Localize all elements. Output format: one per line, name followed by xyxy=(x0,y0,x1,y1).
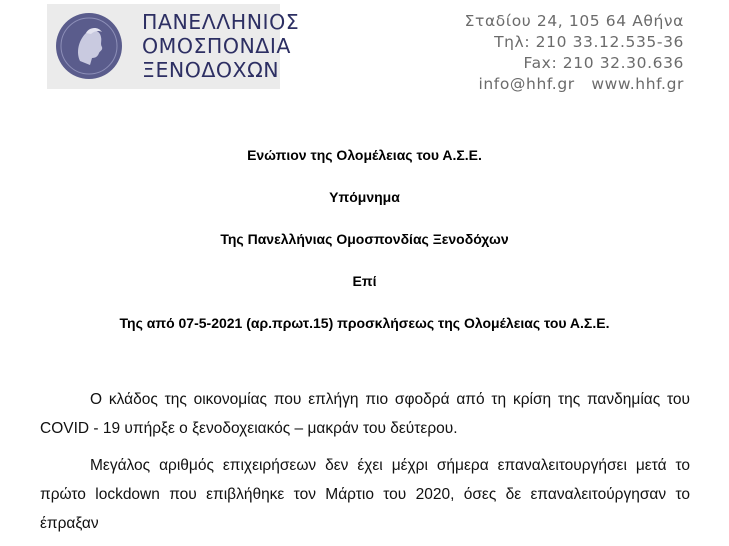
heading-memorandum: Υπόμνημα xyxy=(329,189,400,205)
document-heading xyxy=(0,146,729,356)
org-name-line-3: ΞΕΝΟΔΟΧΩΝ xyxy=(142,58,280,82)
organization-logo xyxy=(47,4,300,89)
heading-on: Επί xyxy=(352,273,377,289)
paragraph: Μεγάλος αριθμός επιχειρήσεων δεν έχει μέχρι σήμερα επαναλειτουργήσει μετά το πρώτο lockdown που επιβλήθηκε τον Μάρτιο του 2020, όσες δε επαναλειτούργησαν το έπραξαν xyxy=(40,457,690,532)
org-name-line-2: ΟΜΟΣΠΟΝΔΙΑ xyxy=(142,34,291,58)
website-address: www.hhf.gr xyxy=(591,75,684,93)
fax-number: Fax: 210 32.30.636 xyxy=(523,54,684,72)
email-website-line xyxy=(454,74,684,95)
heading-federation: Της Πανελλήνιας Ομοσπονδίας Ξενοδόχων xyxy=(220,231,509,247)
profile-medallion-icon xyxy=(56,13,122,79)
heading-invitation-reference: Της από 07-5-2021 (αρ.πρωτ.15) προσκλήσεως της Ολομέλειας του Α.Σ.Ε. xyxy=(119,315,610,331)
heading-before-plenary: Ενώπιον της Ολομέλειας του Α.Σ.Ε. xyxy=(247,147,482,163)
email-address: info@hhf.gr xyxy=(478,75,575,93)
letterhead xyxy=(0,0,729,100)
contact-block xyxy=(454,11,684,95)
document-body xyxy=(40,385,690,546)
org-name-line-1: ΠΑΝΕΛΛΗΝΙΟΣ xyxy=(142,10,300,34)
organization-name xyxy=(142,10,300,82)
paragraph: Ο κλάδος της οικονομίας που επλήγη πιο σφοδρά από τη κρίση της πανδημίας του COVID - 19 υπήρξε ο ξενοδοχειακός – μακράν του δεύτερου. xyxy=(40,391,690,437)
phone-number: Τηλ: 210 33.12.535-36 xyxy=(494,33,684,51)
address: Σταδίου 24, 105 64 Αθήνα xyxy=(464,12,684,30)
